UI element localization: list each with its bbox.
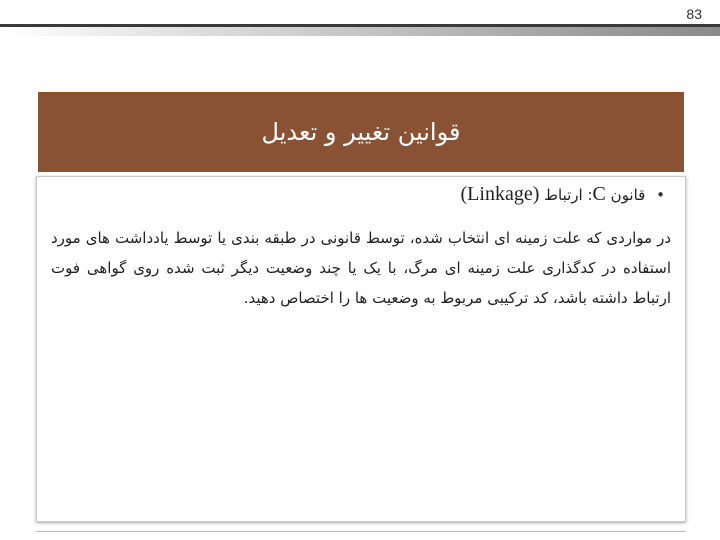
title-bar	[38, 92, 684, 172]
footer-rule	[36, 531, 686, 532]
header-rule	[0, 24, 720, 27]
bullet-label: : ارتباط	[544, 186, 593, 204]
body-paragraph: در مواردی که علت زمینه ای انتخاب شده، توسط قانونی در طبقه بندی یا توسط یادداشت های مورد استفاده در کدگذاری علت زمینه ای مرگ، با یک یا چند وضعیت دیگر ثبت شده روی گواهی فوت ارتباط داشته باشد، کد ترکیبی مربوط به وضعیت ها را اختصاص دهید.	[51, 229, 671, 307]
bullet-icon: •	[656, 186, 665, 204]
rule-letter: C	[592, 183, 606, 205]
content-box	[36, 176, 686, 522]
page-number: 83	[686, 6, 702, 22]
bullet-heading	[461, 183, 666, 206]
english-term: (Linkage)	[460, 183, 540, 205]
bullet-prefix: قانون	[610, 186, 646, 204]
slide-title: قوانین تغییر و تعدیل	[261, 118, 461, 146]
